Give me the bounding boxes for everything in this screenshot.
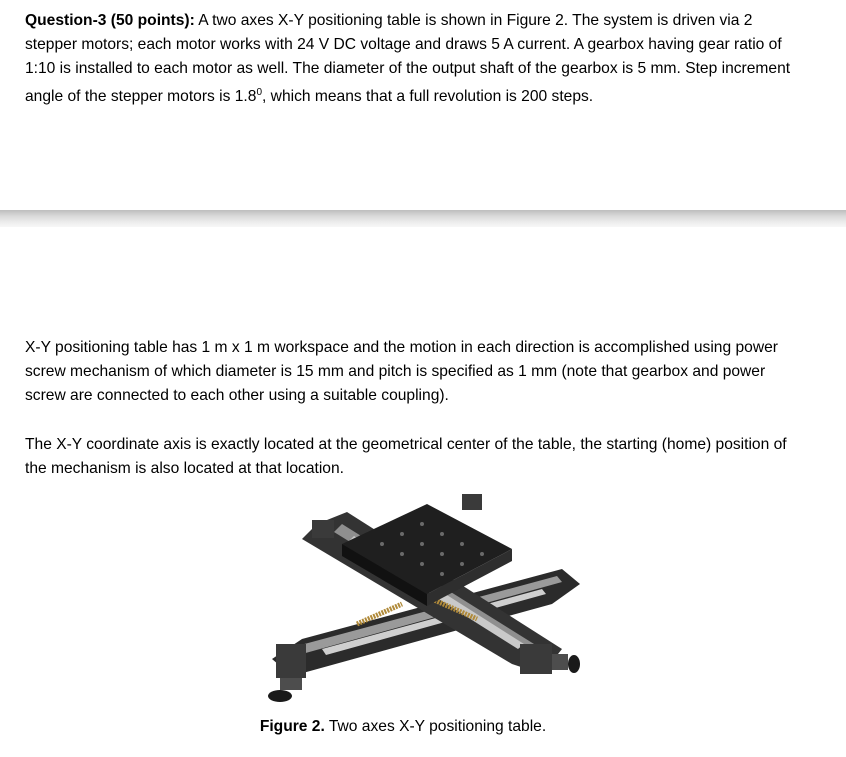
coordinate-paragraph: The X-Y coordinate axis is exactly located at the geometrical center of the table, the starting (home) position of the mechanism is also located at that location. bbox=[25, 436, 787, 477]
question-text: A two axes X-Y positioning table is shown in Figure 2. The system is driven via 2 stepper motors; each motor works with 24 V DC voltage and draws 5 A current. A gearbox having gear ratio of 1:10 is installed to each motor as well. The diameter of the output shaft of the gearbox is 5 mm. Step increment angle of the stepper motors is 1.8 bbox=[25, 12, 791, 106]
workspace-paragraph: X-Y positioning table has 1 m x 1 m workspace and the motion in each direction is accomplished using power screw mechanism of which diameter is 15 mm and pitch is specified as 1 mm (note that gearbox and power screw are connected to each other using a suitable coupling). bbox=[25, 339, 778, 404]
question-paragraph bbox=[25, 9, 805, 109]
stepper-motor-right bbox=[520, 644, 580, 674]
stepper-motor-left bbox=[268, 644, 306, 702]
xy-table-figure bbox=[262, 484, 582, 706]
caption-label: Figure 2. bbox=[259, 718, 325, 735]
page-divider bbox=[0, 210, 846, 227]
figure-caption bbox=[0, 717, 846, 737]
question-label: Question-3 (50 points): bbox=[25, 12, 195, 29]
question-text-end: , which means that a full revolution is 200 steps. bbox=[262, 88, 594, 106]
caption-text: Two axes X-Y positioning table. bbox=[324, 718, 547, 735]
degree-superscript: 0 bbox=[256, 87, 263, 98]
